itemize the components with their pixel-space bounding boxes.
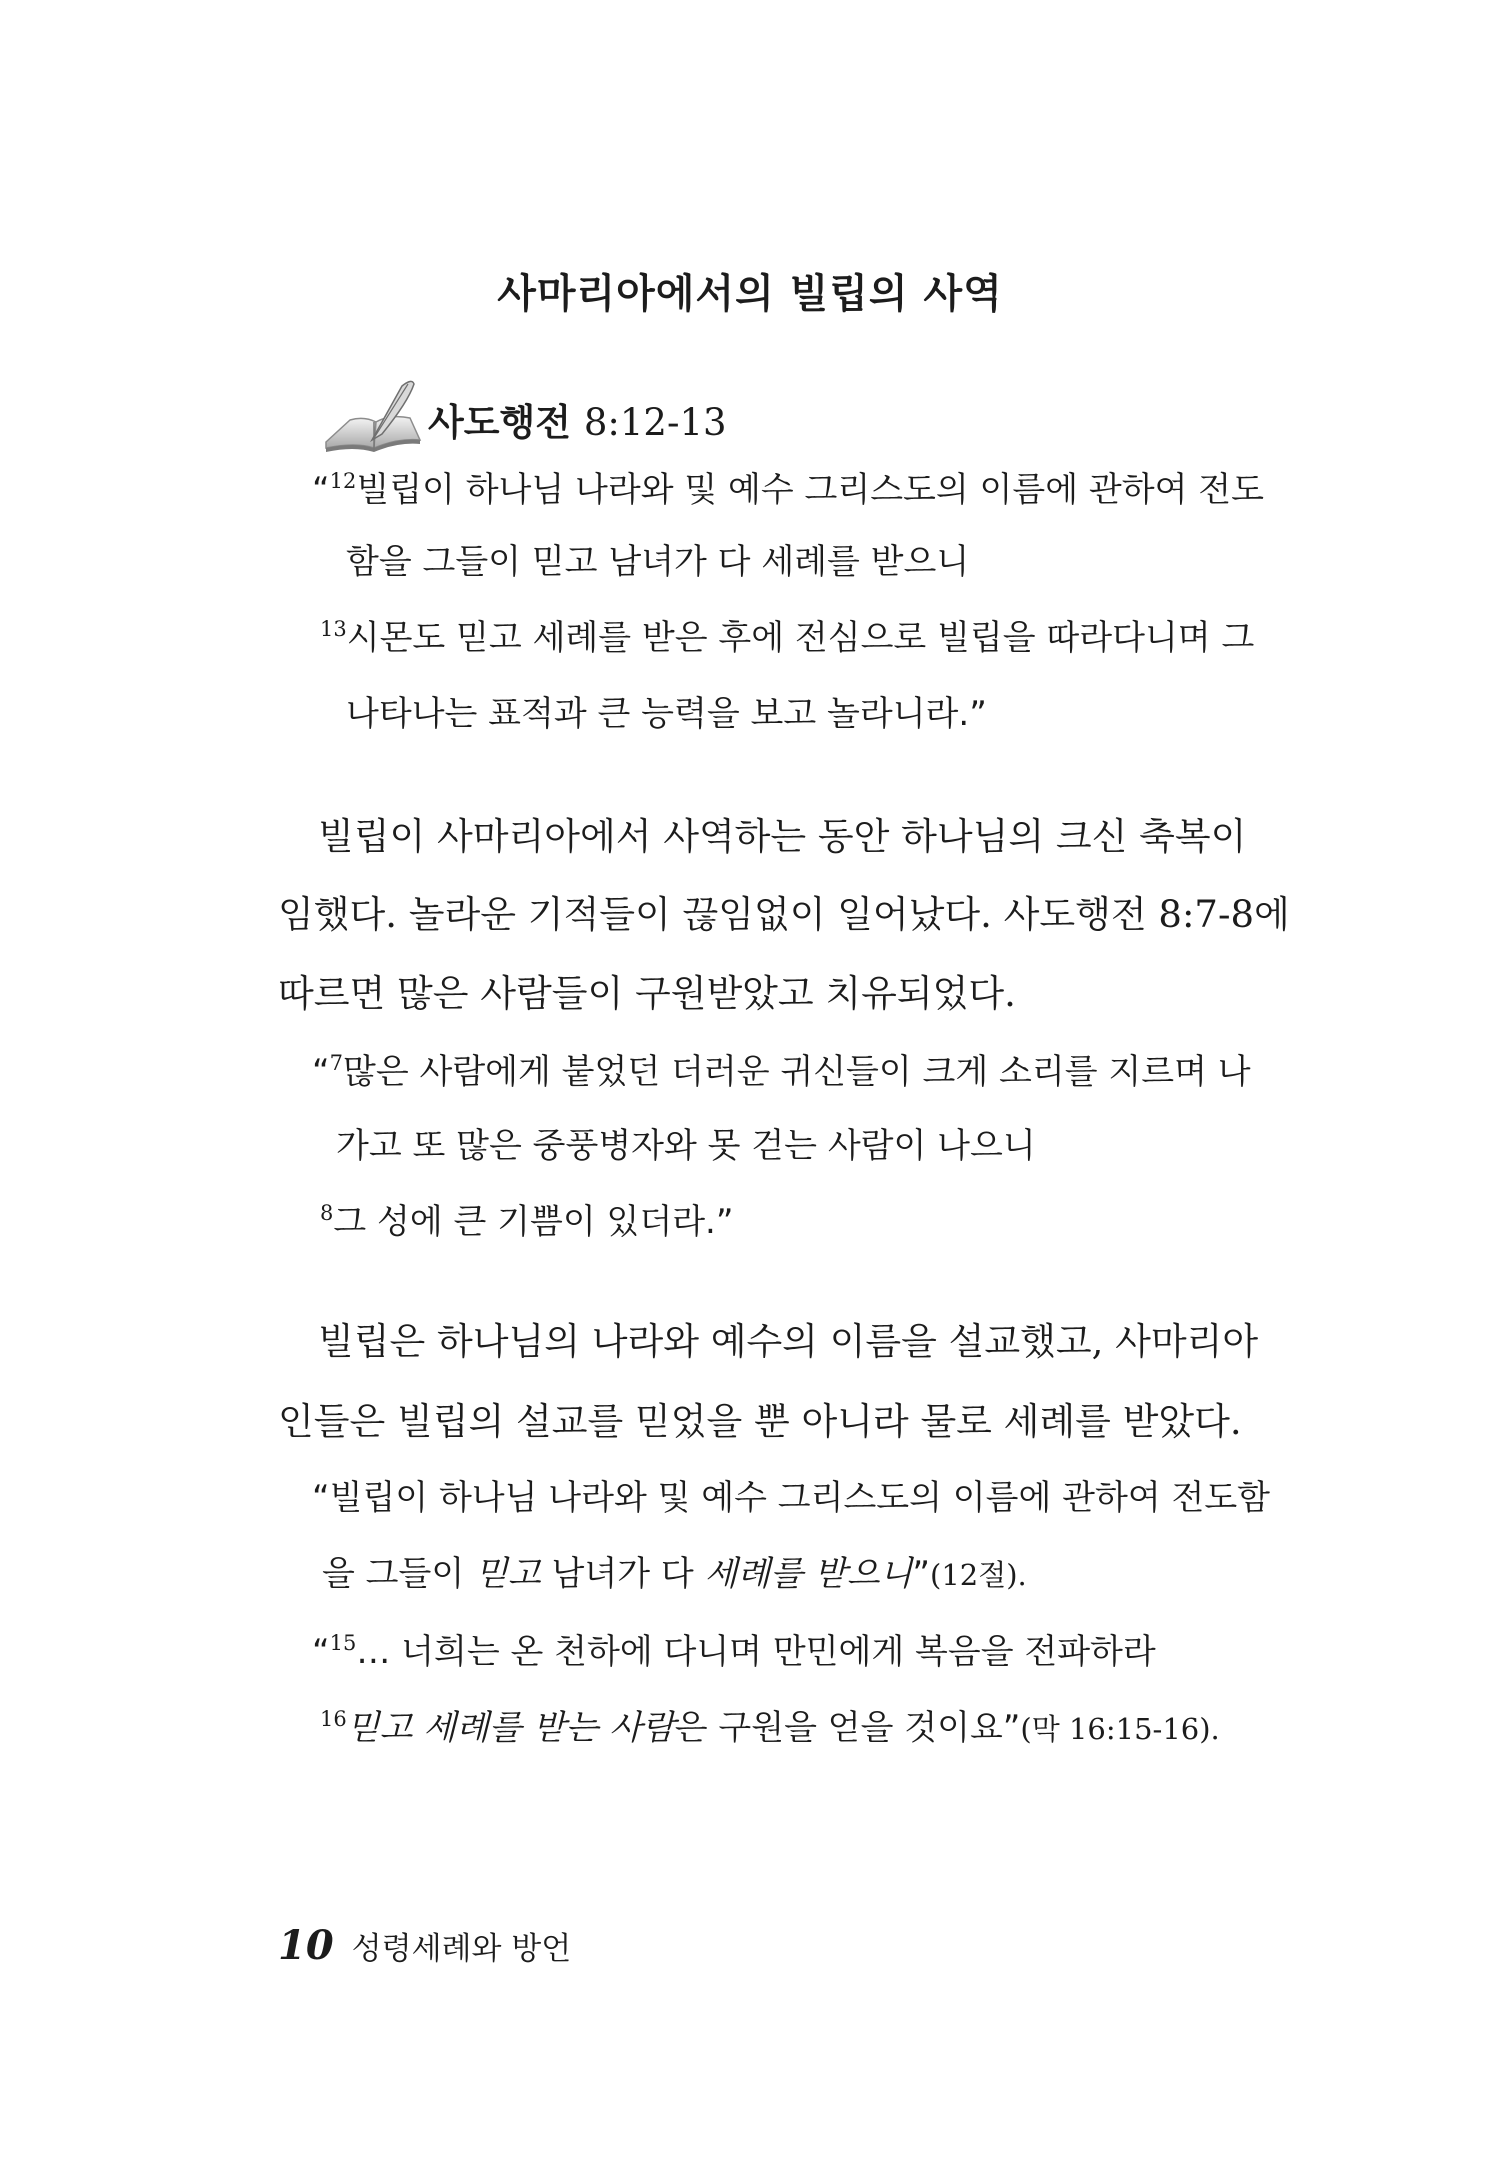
para1-line1: 빌립이 사마리아에서 사역하는 동안 하나님의 크신 축복이 <box>318 815 1247 858</box>
quote2-line2: 가고 또 많은 중풍병자와 못 걷는 사람이 나으니 <box>336 1126 1036 1166</box>
quote1-line2: 함을 그들이 믿고 남녀가 다 세례를 받으니 <box>346 542 970 582</box>
book-title: 성령세례와 방언 <box>351 1931 572 1967</box>
quote1-line4: 나타나는 표적과 큰 능력을 보고 놀라니라.” <box>346 694 987 734</box>
quote3-line2: 을 그들이 믿고 남녀가 다 세례를 받으니”(12절). <box>322 1554 1027 1594</box>
page-footer <box>278 1922 571 1969</box>
page-number: 10 <box>278 1922 334 1969</box>
open-book-quill-icon <box>320 376 426 460</box>
quote3-line4: $^{16}$믿고 세례를 받는 사람은 구원을 얻을 것이요”(막 16:15-16). <box>320 1707 1220 1748</box>
quote2-line3: $^8$그 성에 큰 기쁨이 있더라.” <box>320 1201 734 1242</box>
quote1-line3: $^{13}$시몬도 믿고 세례를 받은 후에 전심으로 빌립을 따라다니며 그 <box>320 617 1255 658</box>
para1-line2: 임했다. 놀라운 기적들이 끊임없이 일어났다. 사도행전 8:7-8에 <box>278 893 1290 936</box>
chapter-title: 사마리아에서의 빌립의 사역 <box>497 271 1003 317</box>
quote3-line3: “$^{15}$… 너희는 온 천하에 다니며 만민에게 복음을 전파하라 <box>312 1631 1156 1672</box>
para2-line1: 빌립은 하나님의 나라와 예수의 이름을 설교했고, 사마리아 <box>318 1320 1259 1363</box>
para2-line2: 인들은 빌립의 설교를 믿었을 뿐 아니라 물로 세례를 받았다. <box>278 1400 1242 1443</box>
quote1-line1: “$^{12}$빌립이 하나님 나라와 및 예수 그리스도의 이름에 관하여 전도 <box>312 469 1264 510</box>
para1-line3: 따르면 많은 사람들이 구원받았고 치유되었다. <box>278 972 1016 1015</box>
quote2-line1: “$^7$많은 사람에게 붙었던 더러운 귀신들이 크게 소리를 지르며 나 <box>312 1051 1251 1092</box>
quote3-line1: “빌립이 하나님 나라와 및 예수 그리스도의 이름에 관하여 전도함 <box>312 1478 1271 1518</box>
section-title: 사도행전 8:12-13 <box>428 401 727 444</box>
